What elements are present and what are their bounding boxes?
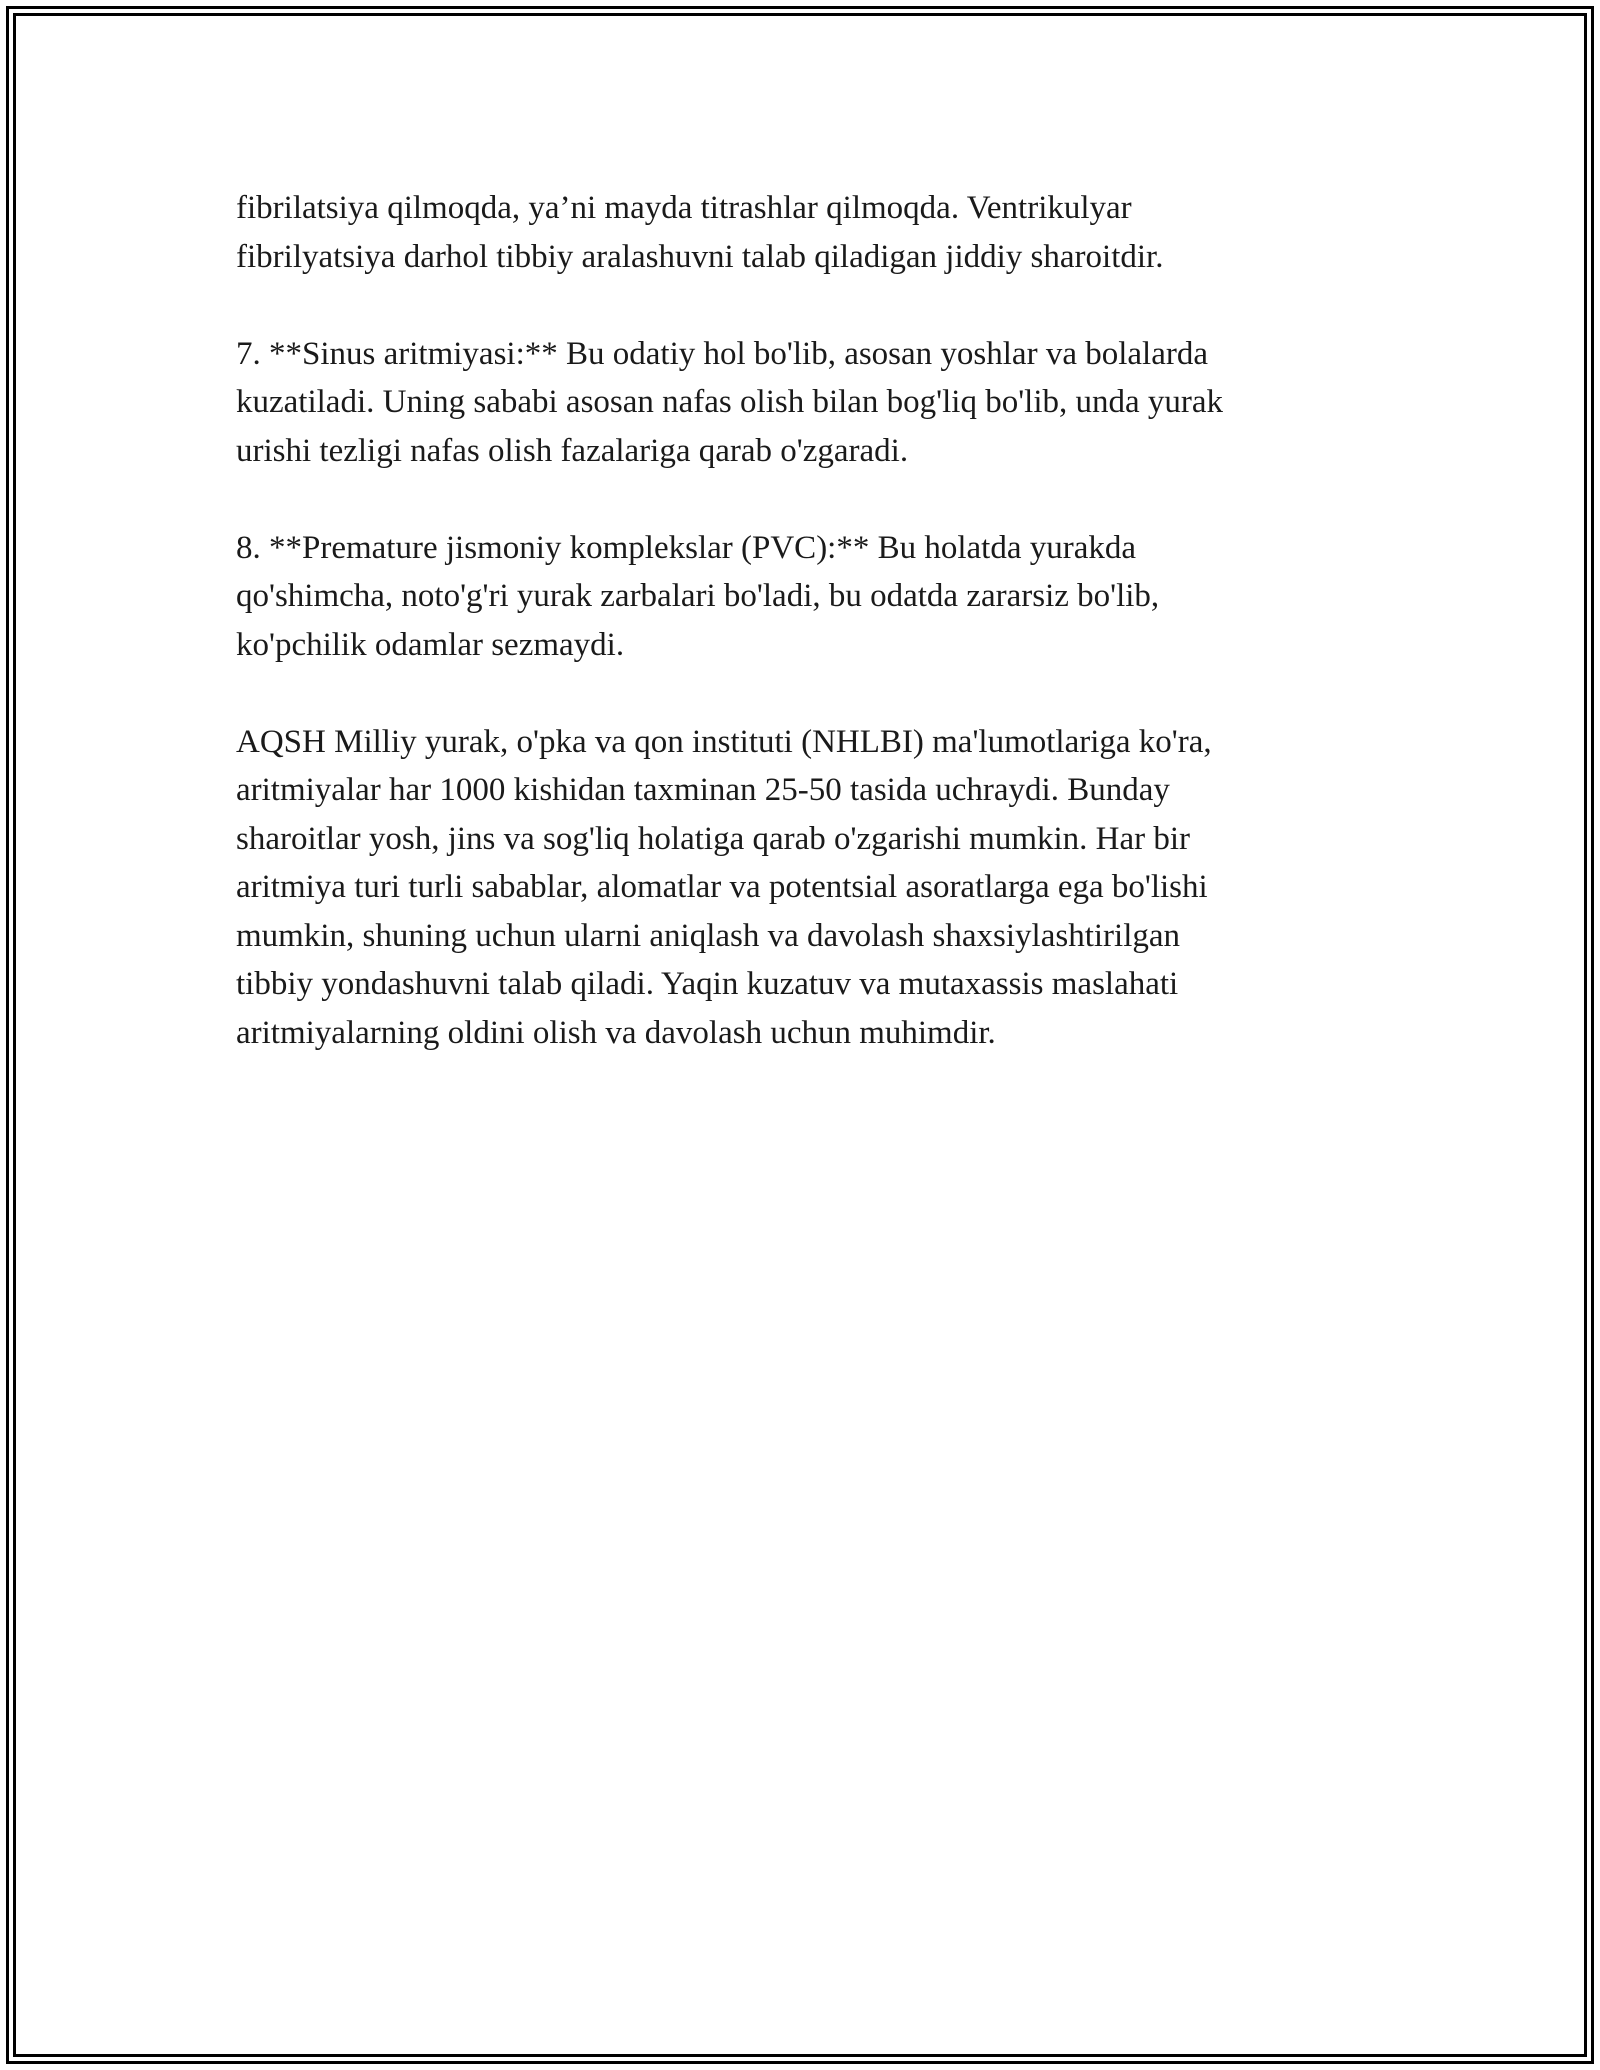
text-line: fibrilyatsiya darhol tibbiy aralashuvni talab qiladigan jiddiy sharoitdir. xyxy=(236,238,1164,275)
text-line: ko'pchilik odamlar sezmaydi. xyxy=(236,626,625,663)
text-line: 7. **Sinus aritmiyasi:** Bu odatiy hol bo'lib, asosan yoshlar va bolalarda xyxy=(236,335,1208,372)
paragraph-nhlbi-statistics xyxy=(236,718,1366,1058)
paragraph-pvc xyxy=(236,524,1366,670)
text-line: aritmiya turi turli sabablar, alomatlar va potentsial asoratlarga ega bo'lishi xyxy=(236,869,1208,905)
text-line: tibbiy yondashuvni talab qiladi. Yaqin kuzatuv va mutaxassis maslahati xyxy=(236,966,1179,1002)
text-line: qo'shimcha, noto'g'ri yurak zarbalari bo'ladi, bu odatda zararsiz bo'lib, xyxy=(236,578,1160,614)
text-line: aritmiyalarning oldini olish va davolash uchun muhimdir. xyxy=(236,1014,996,1051)
document-body xyxy=(236,184,1366,1106)
text-line: aritmiyalar har 1000 kishidan taxminan 25-50 tasida uchraydi. Bunday xyxy=(236,772,1170,808)
paragraph-ventricular-fibrillation xyxy=(236,184,1366,281)
text-line: sharoitlar yosh, jins va sog'liq holatiga qarab o'zgarishi mumkin. Har bir xyxy=(236,820,1191,857)
text-line: 8. **Premature jismoniy komplekslar (PVC):** Bu holatda yurakda xyxy=(236,529,1137,566)
text-line: fibrilatsiya qilmoqda, ya’ni mayda titrashlar qilmoqda. Ventrikulyar xyxy=(236,190,1132,226)
text-line: urishi tezligi nafas olish fazalariga qarab o'zgaradi. xyxy=(236,432,909,469)
text-line: AQSH Milliy yurak, o'pka va qon instituti (NHLBI) ma'lumotlariga ko'ra, xyxy=(236,723,1212,760)
text-line: kuzatiladi. Uning sababi asosan nafas olish bilan bog'liq bo'lib, unda yurak xyxy=(236,384,1224,420)
text-line: mumkin, shuning uchun ularni aniqlash va davolash shaxsiylashtirilgan xyxy=(236,917,1181,954)
paragraph-sinus-arrhythmia xyxy=(236,330,1366,476)
